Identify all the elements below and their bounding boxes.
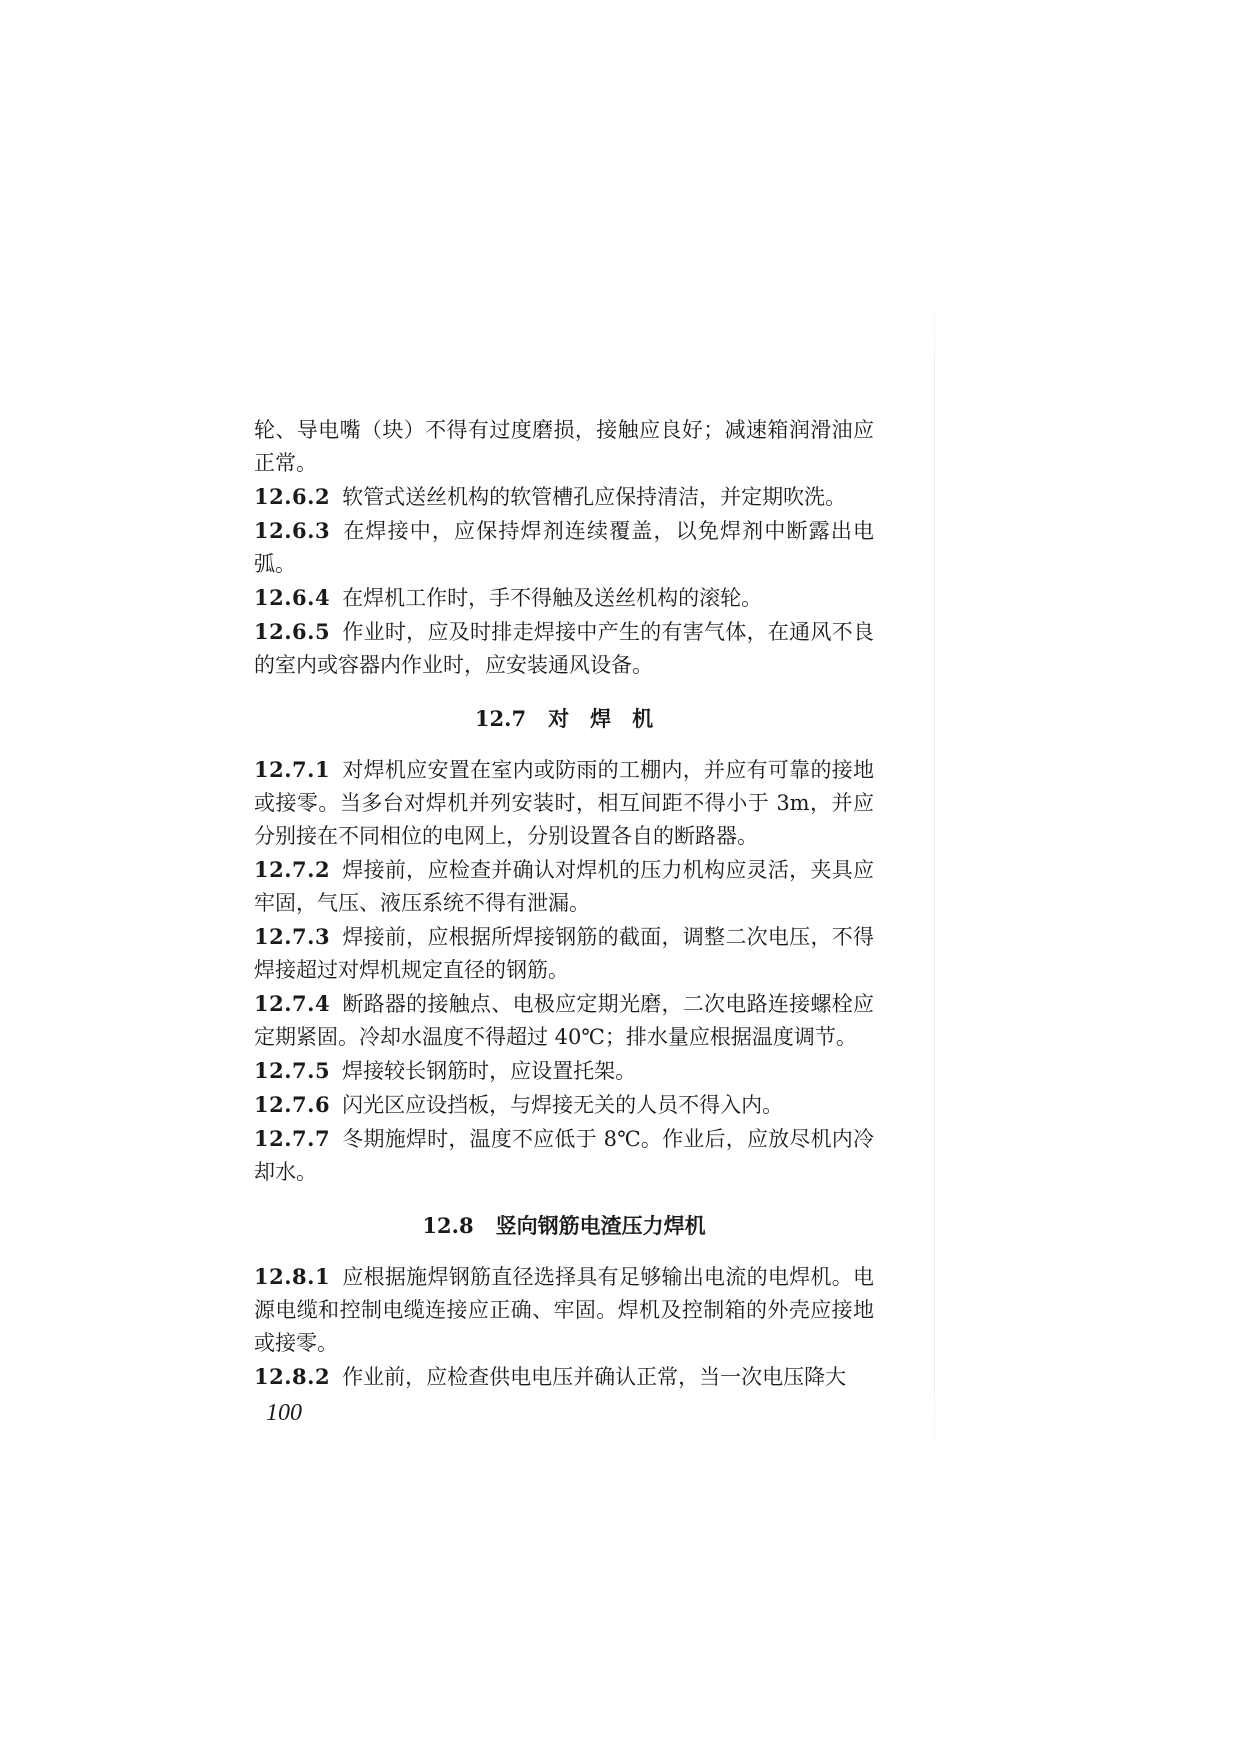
clause-text: 焊接较长钢筋时，应设置托架。 [342,1059,637,1083]
clause-12-7-3 [254,920,874,987]
clause-text: 作业前，应检查供电电压并确认正常，当一次电压降大 [342,1365,847,1389]
clause-number: 12.6.5 [254,619,331,644]
document-body [254,414,874,1394]
clause-number: 12.6.4 [254,585,331,610]
clause-text: 焊接前，应检查并确认对焊机的压力机构应灵活，夹具应牢固，气压、液压系统不得有泄漏。 [254,858,874,915]
clause-number: 12.7.5 [254,1058,331,1083]
section-title: 对 焊 机 [548,706,654,731]
clause-number: 12.8.2 [254,1364,331,1389]
clause-12-6-4 [254,581,874,615]
clause-text: 作业时，应及时排走焊接中产生的有害气体，在通风不良的室内或容器内作业时，应安装通风设备。 [254,620,874,677]
clause-text: 对焊机应安置在室内或防雨的工棚内，并应有可靠的接地或接零。当多台对焊机并列安装时，相互间距不得小于 3m，并应分别接在不同相位的电网上，分别设置各自的断路器。 [254,758,874,848]
page-number: 100 [266,1400,302,1426]
section-title: 竖向钢筋电渣压力焊机 [495,1213,706,1238]
clause-number: 12.8.1 [254,1264,331,1289]
clause-number: 12.6.2 [254,484,331,509]
clause-12-6-5 [254,615,874,682]
clause-number: 12.6.3 [254,518,331,543]
section-number: 12.8 [422,1213,474,1238]
clause-text: 冬期施焊时，温度不应低于 8℃。作业后，应放尽机内冷却水。 [254,1127,874,1184]
clause-number: 12.7.2 [254,857,331,882]
clause-12-7-1 [254,753,874,853]
page-edge-shadow [934,290,935,1460]
clause-number: 12.7.4 [254,991,331,1016]
clause-text: 断路器的接触点、电极应定期光磨，二次电路连接螺栓应定期紧固。冷却水温度不得超过 40℃；排水量应根据温度调节。 [254,992,874,1049]
clause-12-8-1 [254,1260,874,1360]
clause-text: 在焊接中，应保持焊剂连续覆盖，以免焊剂中断露出电弧。 [254,519,874,576]
section-heading-12-7 [254,702,874,735]
clause-text: 软管式送丝机构的软管槽孔应保持清洁，并定期吹洗。 [342,485,847,509]
section-number: 12.7 [474,706,527,731]
clause-text: 应根据施焊钢筋直径选择具有足够输出电流的电焊机。电源电缆和控制电缆连接应正确、牢固。焊机及控制箱的外壳应接地或接零。 [254,1265,874,1355]
clause-12-7-6 [254,1088,874,1122]
clause-text: 闪光区应设挡板，与焊接无关的人员不得入内。 [342,1093,784,1117]
continuation-paragraph: 轮、导电嘴（块）不得有过度磨损，接触应良好；减速箱润滑油应正常。 [254,418,874,475]
clause-12-7-7 [254,1122,874,1189]
clause-number: 12.7.1 [254,757,331,782]
clause-number: 12.7.3 [254,924,331,949]
clause-text: 在焊机工作时，手不得触及送丝机构的滚轮。 [342,586,763,610]
clause-text: 焊接前，应根据所焊接钢筋的截面，调整二次电压，不得焊接超过对焊机规定直径的钢筋。 [254,925,874,982]
clause-12-6-2 [254,480,874,514]
clause-12-8-2 [254,1360,874,1394]
clause-12-6-3 [254,514,874,581]
clause-12-7-4 [254,987,874,1054]
clause-12-7-5 [254,1054,874,1088]
clause-number: 12.7.7 [254,1126,331,1151]
section-heading-12-8 [254,1209,874,1242]
clause-12-7-2 [254,853,874,920]
clause-number: 12.7.6 [254,1092,331,1117]
